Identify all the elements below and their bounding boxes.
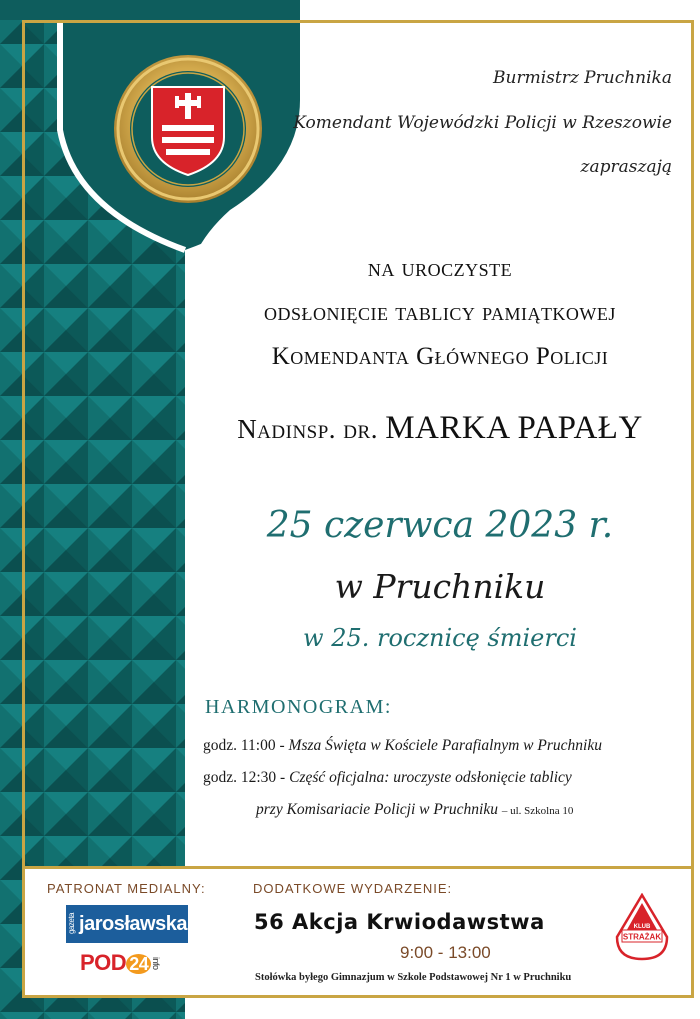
title-line-3: Komendanta Głównego Policji xyxy=(271,343,609,370)
event-occasion: w 25. rocznicę śmierci xyxy=(303,624,577,652)
blood-drop-club-logo-icon xyxy=(613,893,671,963)
gazeta-jaroslawska-logo: gazeta jarosławska xyxy=(66,905,188,943)
title-line-4 xyxy=(190,410,690,447)
schedule-item-2-continuation xyxy=(256,801,573,819)
club-logo-name: STRAŻAK xyxy=(622,932,662,942)
title-line-1: na uroczyste xyxy=(367,255,513,282)
schedule-time: godz. 11:00 - xyxy=(203,737,285,754)
event-date: 25 czerwca 2023 r. xyxy=(266,505,614,546)
inviter-police-commander: Komendant Wojewódzki Policji w Rzeszowie xyxy=(293,113,672,133)
schedule-address: – ul. Szkolna 10 xyxy=(501,805,574,817)
title-line-2: odsłonięcie tablicy pamiątkowej xyxy=(264,299,616,326)
schedule-item-2 xyxy=(203,769,572,787)
title-rank: Nadinsp. dr. xyxy=(237,414,378,444)
blood-drive-place: Stołówka byłego Gimnazjum w Szkole Podstawowej Nr 1 w Pruchniku xyxy=(255,972,572,983)
schedule-desc: Msza Święta w Kościele Parafialnym w Pruchniku xyxy=(288,737,602,754)
extra-event-label: DODATKOWE WYDARZENIE: xyxy=(253,881,453,896)
patronage-label: PATRONAT MEDIALNY: xyxy=(47,881,206,896)
event-place: w Pruchniku xyxy=(334,567,546,606)
club-logo-top: KLUB xyxy=(633,924,651,930)
schedule-title: HARMONOGRAM: xyxy=(205,696,392,718)
schedule-desc: Część oficjalna: uroczyste odsłonięcie tablicy xyxy=(289,769,572,786)
top-teal-bar xyxy=(0,0,300,20)
schedule-item-1 xyxy=(203,737,602,755)
coat-of-arms-seal-icon xyxy=(107,48,269,210)
schedule-continuation: przy Komisariacie Policji w Pruchniku xyxy=(256,801,498,818)
invite-verb: zapraszają xyxy=(580,157,672,177)
inviter-mayor: Burmistrz Pruchnika xyxy=(493,68,672,88)
pod24-logo: POD 24 info xyxy=(80,950,162,975)
blood-drive-title: 56 Akcja Krwiodawstwa xyxy=(254,910,545,934)
honoree-name: MARKA PAPAŁY xyxy=(385,410,643,446)
schedule-time: godz. 12:30 - xyxy=(203,769,286,786)
blood-drive-time: 9:00 - 13:00 xyxy=(400,943,491,962)
